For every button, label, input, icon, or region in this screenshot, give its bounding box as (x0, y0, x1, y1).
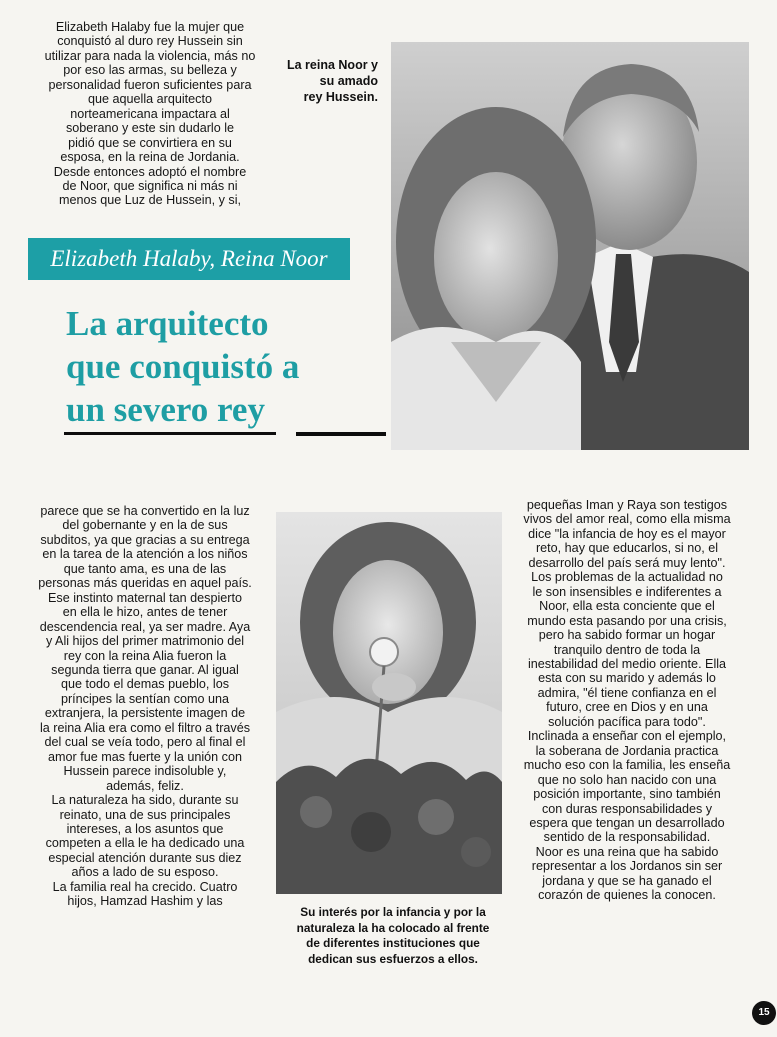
title-line: que conquistó a (66, 347, 300, 386)
intro-line: de Noor, que significa ni más ni (62, 178, 238, 193)
column-line: reinato, una de sus principales (59, 807, 231, 822)
title-line: La arquitecto (66, 304, 269, 343)
column-line: solución pacífica para todo". (548, 714, 706, 729)
column-line: personas más queridas en aquel país. (38, 576, 252, 591)
caption-line: de diferentes instituciones que (306, 936, 480, 950)
column-line: rey con la reina Alia fueron la (63, 648, 227, 663)
column-line: vivos del amor real, como ella misma (523, 512, 731, 527)
column-line: descendencia real, ya ser madre. Aya (39, 619, 251, 634)
column-line: años a lado de su esposo. (71, 865, 219, 880)
column-line: Noor, ella esta conciente que el (539, 599, 715, 614)
column-line: La naturaleza ha sido, durante su (51, 793, 239, 808)
column-line: extranjera, la persistente imagen de (44, 706, 246, 721)
intro-line: personalidad fueron suficientes para (48, 77, 252, 92)
column-line: hijos, Hamzad Hashim y las (67, 894, 223, 909)
column-line: segunda tierra que ganar. Al igual (51, 662, 239, 677)
intro-text (28, 20, 272, 208)
kicker-text: Elizabeth Halaby, Reina Noor (50, 246, 328, 271)
caption-line: su amado (319, 74, 378, 88)
column-line: espera que tengan un desarrollado (529, 815, 725, 830)
intro-line: por eso las armas, su belleza y (63, 63, 237, 78)
column-line: que todo el demas pueblo, los (60, 677, 230, 692)
intro-line: que aquella arquitecto (88, 92, 212, 107)
intro-line: menos que Luz de Hussein, y si, (58, 193, 241, 208)
column-line: admira, "él tiene confianza en el (537, 685, 717, 700)
article-column-3 (504, 498, 750, 903)
title-underline (64, 432, 276, 435)
column-line: reto, hay que educarlos, si no, el (535, 541, 719, 556)
column-line: Hussein parece indisoluble y, (63, 764, 227, 779)
intro-line: esposa, en la reina de Jordania. (60, 150, 240, 165)
column-line: dice "la infancia de hoy es el mayor (528, 526, 726, 541)
intro-line: Elizabeth Halaby fue la mujer que (55, 20, 245, 34)
column-line: tranquilo dentro de toda la (553, 642, 701, 657)
caption-line: rey Hussein. (303, 90, 378, 104)
column-line: representar a los Jordanos sin ser (531, 859, 723, 874)
column-line: pequeñas Iman y Raya son testigos (526, 498, 728, 512)
kicker-banner (28, 238, 350, 280)
photo-queen-noor-king-hussein (391, 42, 749, 450)
column-line: pero ha sabido formar un hogar (538, 628, 716, 643)
column-line: en ella le hizo, antes de tener (62, 605, 228, 620)
column-line: sentido de la responsabilidad. (543, 830, 711, 845)
column-line: y Ali hijos del primer matrimonio del (45, 634, 245, 649)
caption-line: Su interés por la infancia y por la (300, 905, 486, 919)
caption-line: La reina Noor y (287, 58, 378, 72)
title-underline-extension (296, 432, 386, 436)
column-line: Inclinada a enseñar con el ejemplo, (527, 729, 727, 744)
column-line: Noor es una reina que ha sabido (535, 844, 719, 859)
intro-line: soberano y este sin dudarlo le (65, 121, 235, 136)
column-line: futuro, cree en Dios y en una (546, 700, 708, 715)
column-line: del gobernante y en la de sus (62, 518, 228, 533)
column-line: en la tarea de la atención a los niños (42, 547, 248, 562)
column-line: la soberana de Jordania practica (535, 743, 719, 758)
photo-queen-with-flowers (276, 512, 502, 894)
column-line: desarrollo del país será muy lento". (528, 555, 726, 570)
column-line: jordana y que se ha ganado el (542, 873, 712, 888)
column-line: corazón de quienes la conocen. (538, 888, 716, 903)
intro-line: conquistó al duro rey Hussein sin (57, 34, 243, 49)
photo-caption-couple (272, 57, 378, 105)
photo-caption-flowers (278, 905, 508, 967)
intro-line: Desde entonces adoptó el nombre (53, 164, 247, 179)
column-line: príncipes la sentían como una (60, 691, 230, 706)
column-line: con duras responsabilidades y (541, 801, 713, 816)
column-line: mundo esta pasando por una crisis, (527, 613, 727, 628)
column-line: Ese instinto maternal tan despierto (48, 590, 242, 605)
caption-line: naturaleza la ha colocado al frente (296, 920, 490, 935)
intro-line: norteamericana impactara al (70, 106, 230, 121)
column-line: inestabilidad del medio oriente. Ella (527, 656, 727, 671)
column-line: que tanto ama, es una de las (63, 561, 227, 576)
column-line: parece que se ha convertido en la luz (40, 504, 250, 518)
title-line: un severo rey (66, 390, 265, 429)
column-line: intereses, a los asuntos que (66, 821, 224, 836)
column-line: Los problemas de la actualidad no (531, 570, 723, 585)
column-line: que no solo han nacido con una (537, 772, 717, 787)
column-line: La familia real ha crecido. Cuatro (52, 879, 238, 894)
caption-line: dedican sus esfuerzos a ellos. (308, 951, 478, 966)
article-title (66, 302, 396, 431)
article-column-1 (24, 504, 266, 909)
column-line: amor fue mas fuerte y la unión con (48, 749, 242, 764)
column-line: especial atención durante sus diez (48, 850, 242, 865)
column-line: mucho eso con la familia, les enseña (523, 758, 731, 773)
page-number: 15 (752, 1001, 776, 1025)
column-line: le son insensibles e indiferentes a (532, 584, 722, 599)
column-line: la reina Alia era como el filtro a través (40, 720, 250, 735)
column-line: además, feliz. (106, 778, 184, 793)
intro-line: utilizar para nada la violencia, más no (44, 48, 256, 63)
column-line: esta con su marido y además lo (538, 671, 716, 686)
column-line: posición importante, sino también (533, 787, 721, 802)
column-line: competen a ella le ha dedicado una (45, 836, 245, 851)
intro-line: pidió que se convirtiera en su (68, 135, 232, 150)
column-line: subditos, ya que gracias a su entrega (40, 532, 250, 547)
column-line: del cual se veía todo, pero al final el (44, 735, 246, 750)
